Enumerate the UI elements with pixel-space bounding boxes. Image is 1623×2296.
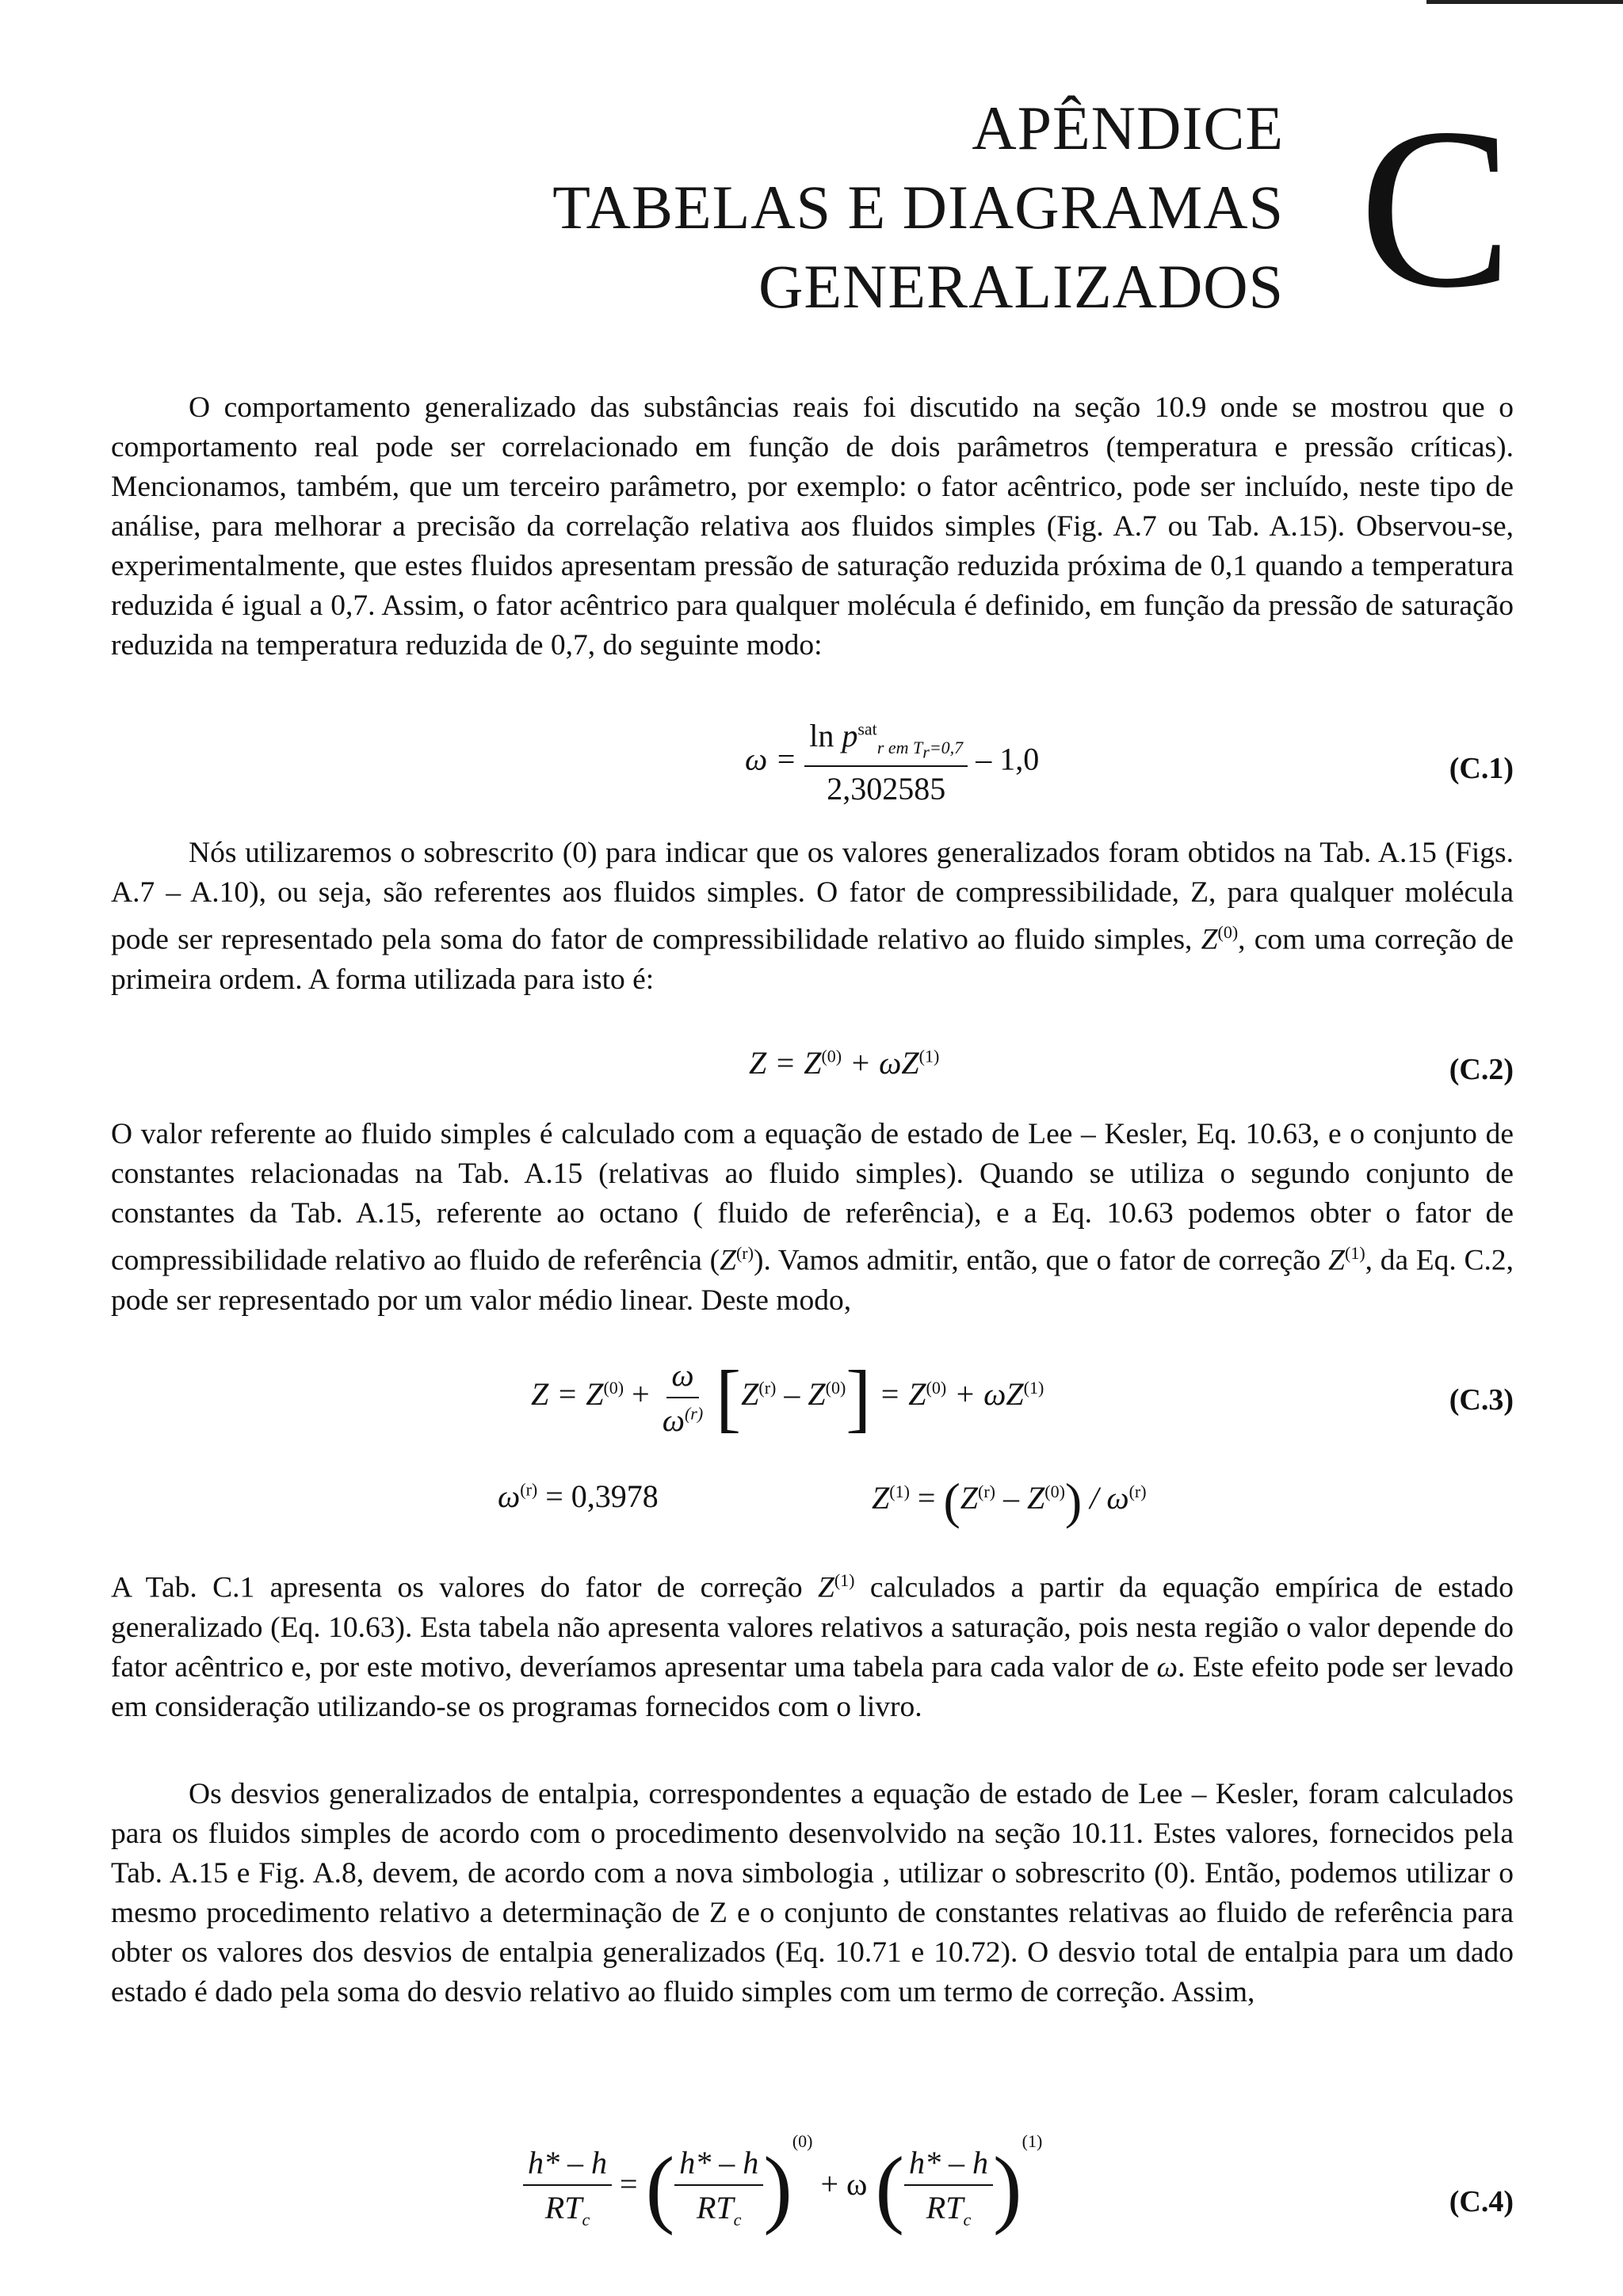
title-line-3: GENERALIZADOS: [758, 252, 1284, 321]
paragraph-2: Nós utilizaremos o sobrescrito (0) para indicar que os valores generalizados foram obtidos na Tab. A.15 (Figs. A.7 – A.10), ou seja, são referentes aos fluidos simples. O fator de compressibilidade, Z, para qualquer molécula pode ser representado pela soma do fator de compressibilidade relativo ao fluido simples, $Z^{(0)}$, com uma correção de primeira ordem. A forma utilizada para isto é:: [111, 837, 1514, 996]
eq-c4-lhs: $\frac{h* - h}{RT_c}$: [523, 2144, 612, 2230]
eq-c1-fraction: [804, 717, 968, 807]
eq-label-c1: (C.1): [1449, 752, 1514, 785]
eq-c1-lhs: ω =: [745, 741, 797, 777]
paragraph-1: O comportamento generalizado das substâncias reais foi discutido na seção 10.9 onde se mostrou que o comportamento real pode ser correlacionado em função de dois parâmetros (temperatura e pressão críticas). Mencionamos, também, que um terceiro parâmetro, por exemplo: o fator acêntrico, pode ser incluído, neste tipo de análise, para melhorar a precisão da correlação relativa aos fluidos simples (Fig. A.7 ou Tab. A.15). Observou-se, experimentalmente, que estes fluidos apresentam pressão de saturação reduzida próxima de 0,1 quando a temperatura reduzida é igual a 0,7. Assim, o fator acêntrico para qualquer molécula é definido, em função da pressão de saturação reduzida na temperatura reduzida de 0,7, do seguinte modo:: [111, 391, 1514, 662]
equation-c1: [745, 717, 1039, 807]
eq-c1-numerator: $\ln p^{sat}_{r em T_r=0,7}$: [804, 717, 968, 767]
eq-c4-term2: $\frac{h* - h}{RT_c}$: [904, 2144, 993, 2230]
appendix-title: [444, 89, 1284, 326]
eq-label-c4: (C.4): [1449, 2185, 1514, 2218]
equation-c4: $\frac{h* - h}{RT_c}$ = ( $\frac{h* - h}{RT_c}$ )$^{(0)}$ + ω ( $\frac{h* - h}{RT_c}$ )$^{(1)}$: [523, 2131, 1042, 2231]
paragraph-3: O valor referente ao fluido simples é calculado com a equação de estado de Lee – Kesler, Eq. 10.63, e o conjunto de constantes relacionadas na Tab. A.15 (relativas ao fluido simples). Quando se utiliza o segundo conjunto de constantes da Tab. A.15, referente ao octano ( fluido de referência), e a Eq. 10.63 podemos obter o fator de compressibilidade relativo ao fluido de referência $(Z^{(r)})$. Vamos admitir, então, que o fator de correção $Z^{(1)}$, da Eq. C.2, pode ser representado por um valor médio linear. Deste modo,: [111, 1118, 1514, 1317]
top-rule: [1426, 0, 1623, 4]
eq-c1-tail: – 1,0: [976, 741, 1040, 777]
eq-c1-denominator: 2,302585: [827, 771, 946, 807]
z1-definition: $Z^{(1)} = (Z^{(r)} - Z^{(0)}) / \omega^{(r)}$: [872, 1473, 1147, 1529]
paragraph-4: A Tab. C.1 apresenta os valores do fator de correção $Z^{(1)}$ calculados a partir da equação empírica de estado generalizado (Eq. 10.63). Esta tabela não apresenta valores relativos a saturação, pois nesta região o valor depende do fator acêntrico e, por este motivo, deveríamos apresentar uma tabela para cada valor de ω. Este efeito pode ser levado em consideração utilizando-se os programas fornecidos com o livro.: [111, 1570, 1514, 1723]
appendix-letter: C: [1359, 81, 1513, 335]
equation-c3: $Z = Z^{(0)}$ + $\frac{\omega}{\omega^{(r)}}$ $[Z^{(r)} - Z^{(0)}] = Z^{(0)} + \omega Z^{(1)}$: [531, 1355, 1044, 1440]
equation-c2: $Z = Z^{(0)} + \omega Z^{(1)}$: [749, 1045, 940, 1081]
eq-label-c3: (C.3): [1449, 1383, 1514, 1417]
omega-r-definition: $\omega^{(r)} = 0,3978$: [498, 1478, 659, 1514]
title-line-2: TABELAS E DIAGRAMAS: [552, 173, 1284, 242]
title-line-1: APÊNDICE: [972, 93, 1284, 162]
eq-label-c2: (C.2): [1449, 1053, 1514, 1086]
eq-c3-fraction: $\frac{\omega}{\omega^{(r)}}$: [662, 1357, 704, 1438]
paragraph-5: Os desvios generalizados de entalpia, correspondentes a equação de estado de Lee – Kesler, foram calculados para os fluidos simples de acordo com o procedimento desenvolvido na seção 10.11. Estes valores, fornecidos pela Tab. A.15 e Fig. A.8, devem, de acordo com a nova simbologia , utilizar o sobrescrito (0). Então, podemos utilizar o mesmo procedimento relativo a determinação de Z e o conjunto de constantes relativas ao fluido de referência para obter os valores dos desvios de entalpia generalizados (Eq. 10.71 e 10.72). O desvio total de entalpia para um dado estado é dado pela soma do desvio relativo ao fluido simples com um termo de correção. Assim,: [111, 1778, 1514, 2008]
eq-c4-term1: $\frac{h* - h}{RT_c}$: [674, 2144, 763, 2230]
